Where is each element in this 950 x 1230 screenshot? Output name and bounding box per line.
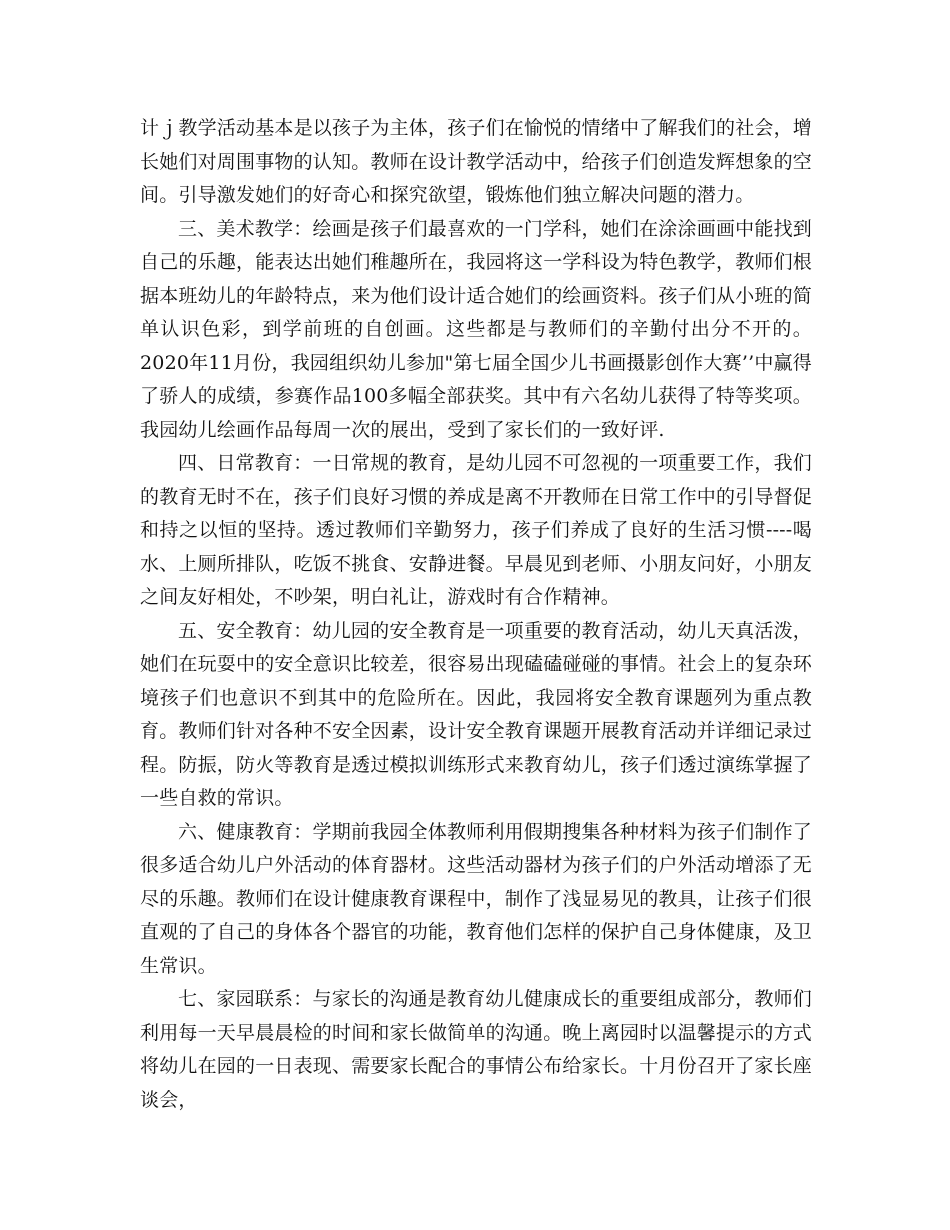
paragraph-daily-education: 四、日常教育：一日常规的教育，是幼儿园不可忽视的一项重要工作，我们的教育无时不在，孩子们良好习惯的养成是离不开教师在日常工作中的引导督促和持之以恒的坚持。透过教师们辛勤努力，孩子们养成了良好的生活习惯----喝水、上厕所排队，吃饭不挑食、安静进餐。早晨见到老师、小朋友问好，小朋友之间友好相处，不吵架，明白礼让，游戏时有合作精神。: [140, 452, 813, 608]
paragraph-health-education: 六、健康教育：学期前我园全体教师利用假期搜集各种材料为孩子们制作了很多适合幼儿户外活动的体育器材。这些活动器材为孩子们的户外活动增添了无尽的乐趣。教师们在设计健康教育课程中，制作了浅显易见的教具，让孩子们很直观的了自己的身体各个器官的功能，教育他们怎样的保护自己身体健康，及卫生常识。: [140, 820, 813, 977]
paragraph-teaching-activities: 计ｊ教学活动基本是以孩子为主体，孩子们在愉悦的情绪中了解我们的社会，增长她们对周围事物的认知。教师在设计教学活动中，给孩子们创造发辉想象的空间。引导激发她们的好奇心和探究欲望，锻炼他们独立解决问题的潜力。: [140, 117, 813, 206]
paragraph-home-school-contact: 七、家园联系：与家长的沟通是教育幼儿健康成长的重要组成部分，教师们利用每一天早晨晨检的时间和家长做简单的沟通。晚上离园时以温馨提示的方式将幼儿在园的一日表现、需要家长配合的事情公布给家长。十月份召开了家长座谈会，: [140, 988, 813, 1111]
paragraph-safety-education: 五、安全教育：幼儿园的安全教育是一项重要的教育活动，幼儿天真活泼，她们在玩耍中的安全意识比较差，很容易出现磕磕碰碰的事情。社会上的复杂环境孩子们也意识不到其中的危险所在。因此，我园将安全教育课题列为重点教育。教师们针对各种不安全因素，设计安全教育课题开展教育活动并详细记录过程。防振，防火等教育是透过模拟训练形式来教育幼儿，孩子们透过演练掌握了一些自救的常识。: [140, 619, 813, 809]
paragraph-art-teaching: 三、美术教学：绘画是孩子们最喜欢的一门学科，她们在涂涂画画中能找到自己的乐趣，能表达出她们稚趣所在，我园将这一学科设为特色教学，教师们根据本班幼儿的年龄特点，来为他们设计适合她们的绘画资料。孩子们从小班的简单认识色彩，到学前班的自创画。这些都是与教师们的辛勤付出分不开的。2020年11月份，我园组织幼儿参加"第七届全国少儿书画摄影创作大赛’’中赢得了骄人的成绩，参赛作品100多幅全部获奖。其中有六名幼儿获得了特等奖项。我园幼儿绘画作品每周一次的展出，受到了家长们的一致好评.: [140, 217, 813, 441]
document-page: [140, 112, 812, 1117]
